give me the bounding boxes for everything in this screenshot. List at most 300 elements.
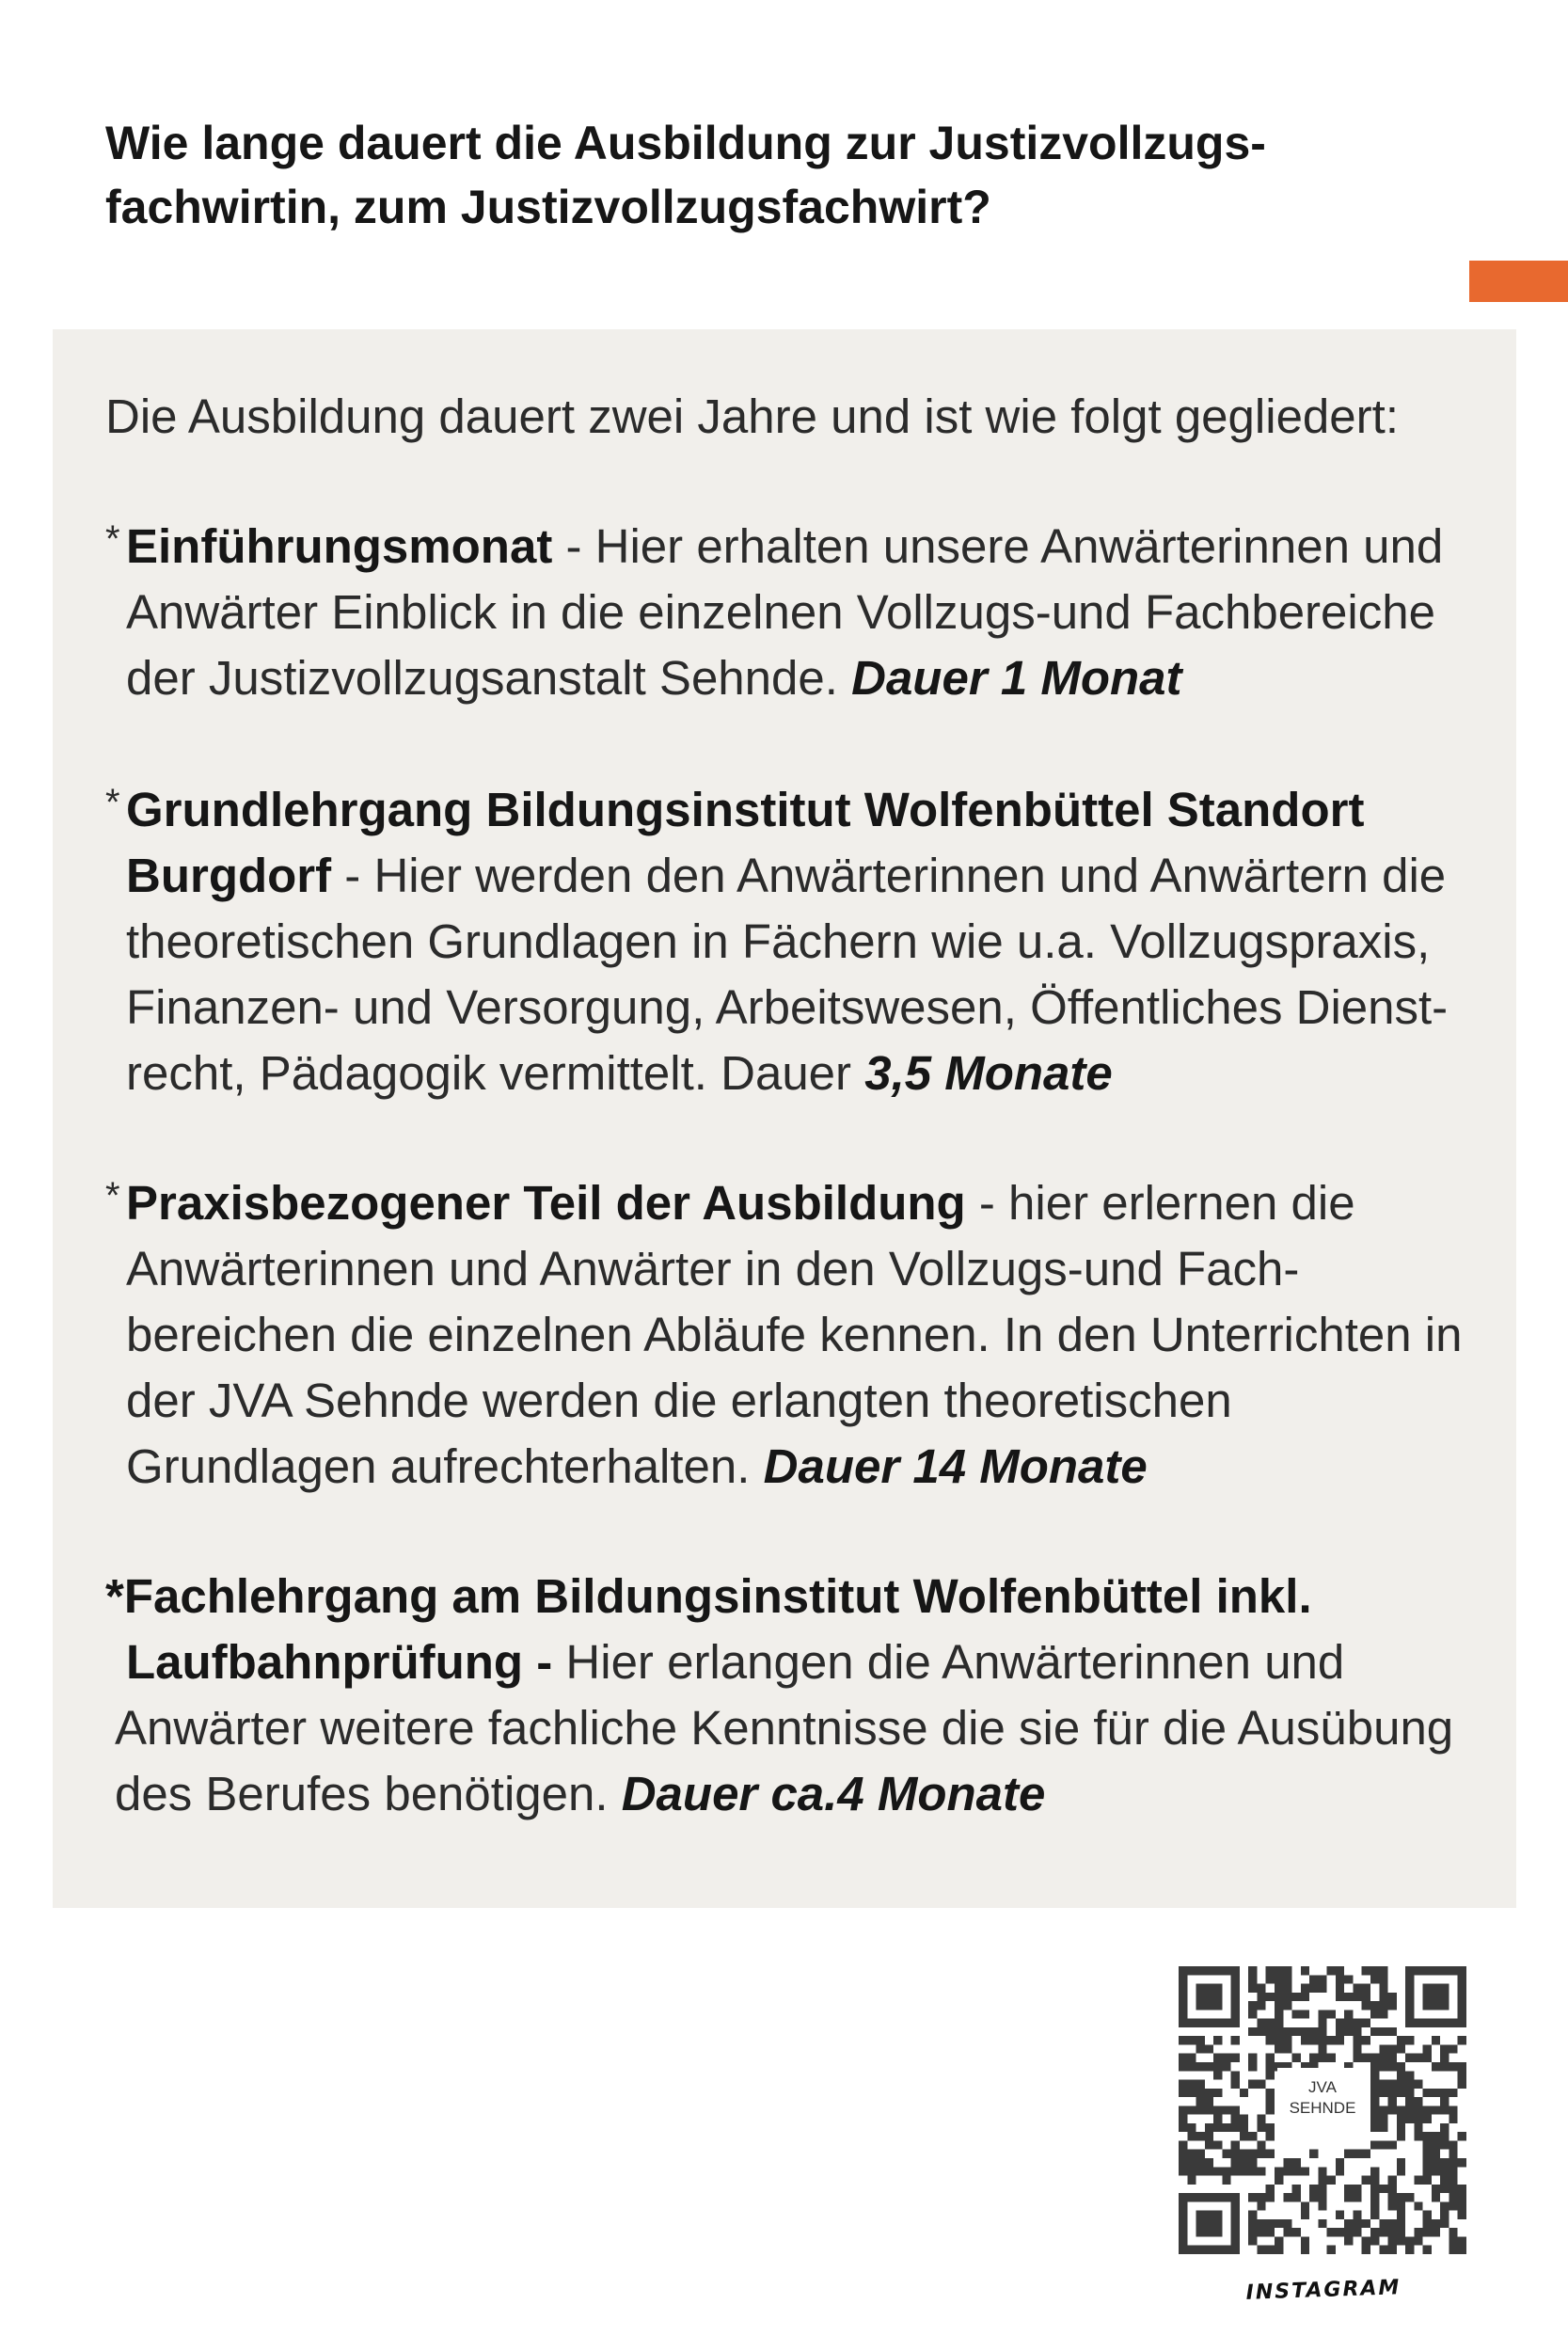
qr-module xyxy=(1187,2080,1196,2089)
qr-module xyxy=(1283,2228,1291,2236)
qr-finder-module xyxy=(1231,2201,1240,2245)
qr-module xyxy=(1405,2036,1414,2044)
qr-finder-module xyxy=(1179,2019,1240,2027)
qr-module xyxy=(1344,2236,1353,2245)
qr-module xyxy=(1458,2201,1466,2210)
qr-module xyxy=(1379,2106,1387,2114)
qr-module xyxy=(1301,2027,1309,2036)
qr-module xyxy=(1353,2036,1361,2044)
qr-module xyxy=(1248,1975,1257,1983)
qr-module xyxy=(1344,2185,1353,2193)
qr-module xyxy=(1414,2132,1422,2140)
qr-module xyxy=(1397,2062,1405,2071)
qr-module xyxy=(1388,2097,1397,2106)
qr-module xyxy=(1370,2115,1379,2123)
qr-module xyxy=(1423,2140,1432,2149)
qr-module xyxy=(1275,2236,1283,2245)
qr-module xyxy=(1336,2228,1344,2236)
intro-text: Die Ausbildung dauert zwei Jahre und ist wie folgt gegliedert: xyxy=(105,389,1399,443)
qr-module xyxy=(1370,2089,1379,2097)
qr-module xyxy=(1397,2071,1405,2079)
qr-module xyxy=(1266,2123,1275,2132)
qr-module xyxy=(1248,2001,1257,2010)
qr-module xyxy=(1292,2167,1301,2175)
qr-module xyxy=(1222,2150,1230,2158)
qr-module xyxy=(1240,2123,1248,2132)
qr-module xyxy=(1458,2185,1466,2193)
qr-module xyxy=(1449,2140,1457,2149)
qr-module xyxy=(1388,2001,1397,2010)
qr-module xyxy=(1248,2193,1257,2201)
qr-module xyxy=(1414,2176,1422,2185)
qr-module xyxy=(1370,2062,1379,2071)
qr-module xyxy=(1283,1993,1291,2001)
list-marker: * xyxy=(105,1175,120,1216)
qr-module xyxy=(1370,2123,1379,2132)
qr-module xyxy=(1449,2185,1457,2193)
qr-module xyxy=(1187,2089,1196,2097)
item-text: - Hier erhalten unsere Anwärterinnen und xyxy=(552,519,1444,573)
qr-module xyxy=(1353,2044,1361,2053)
qr-module xyxy=(1388,2027,1397,2036)
item-duration: Dauer 14 Monate xyxy=(763,1439,1148,1493)
qr-module xyxy=(1240,2132,1248,2140)
qr-module xyxy=(1213,2115,1222,2123)
qr-module xyxy=(1414,2080,1422,2089)
item-duration: Dauer 1 Monat xyxy=(851,651,1182,705)
qr-module xyxy=(1309,2054,1318,2062)
qr-module xyxy=(1379,2089,1387,2097)
qr-module xyxy=(1309,2193,1318,2201)
qr-module xyxy=(1458,2193,1466,2201)
qr-module xyxy=(1397,2228,1405,2236)
qr-module xyxy=(1318,2010,1326,2018)
qr-module xyxy=(1187,2123,1196,2132)
qr-module xyxy=(1397,2089,1405,2097)
qr-module xyxy=(1179,2036,1187,2044)
qr-module xyxy=(1196,2150,1205,2158)
qr-module xyxy=(1309,2036,1318,2044)
qr-module xyxy=(1196,2097,1205,2106)
qr-module xyxy=(1187,2176,1196,2185)
qr-finder-module xyxy=(1179,2193,1240,2201)
qr-module xyxy=(1257,2167,1265,2175)
qr-module xyxy=(1405,2193,1414,2201)
qr-module xyxy=(1379,1993,1387,2001)
qr-module xyxy=(1405,2089,1414,2097)
qr-module xyxy=(1248,2167,1257,2175)
qr-module xyxy=(1379,2219,1387,2228)
qr-module xyxy=(1179,2089,1187,2097)
qr-module xyxy=(1388,2054,1397,2062)
qr-module xyxy=(1370,2176,1379,2185)
qr-module xyxy=(1405,2097,1414,2106)
qr-module xyxy=(1370,1975,1379,1983)
qr-module xyxy=(1423,2115,1432,2123)
qr-module xyxy=(1440,2123,1449,2132)
qr-module xyxy=(1318,2176,1326,2185)
qr-module xyxy=(1257,2150,1265,2158)
qr-module xyxy=(1458,2236,1466,2245)
qr-module xyxy=(1179,2106,1187,2114)
qr-finder-module xyxy=(1179,1966,1240,1975)
qr-module xyxy=(1205,2044,1213,2053)
item-text: der Justizvollzugsanstalt Sehnde. xyxy=(126,651,852,705)
qr-module xyxy=(1283,2219,1291,2228)
qr-module xyxy=(1179,2062,1187,2071)
qr-module xyxy=(1405,2071,1414,2079)
qr-module xyxy=(1196,2158,1205,2167)
qr-module xyxy=(1248,2236,1257,2245)
qr-module xyxy=(1213,2140,1222,2149)
qr-module xyxy=(1344,1993,1353,2001)
qr-module xyxy=(1318,2185,1326,2193)
item-title: Fachlehrgang am Bildungsinstitut Wolfenbüttel inkl. xyxy=(123,1569,1312,1623)
qr-module xyxy=(1240,2167,1248,2175)
qr-module xyxy=(1379,2027,1387,2036)
qr-module xyxy=(1292,2054,1301,2062)
qr-module xyxy=(1414,2228,1422,2236)
item-line xyxy=(126,1434,1528,1500)
qr-module xyxy=(1370,2106,1379,2114)
qr-module xyxy=(1432,2106,1440,2114)
qr-module xyxy=(1379,2080,1387,2089)
qr-module xyxy=(1414,2106,1422,2114)
qr-module xyxy=(1318,2019,1326,2027)
list-item-grundlehrgang xyxy=(105,777,1528,1106)
qr-module xyxy=(1266,2027,1275,2036)
qr-module xyxy=(1257,1984,1265,1993)
qr-module xyxy=(1414,2123,1422,2132)
qr-module xyxy=(1179,2150,1187,2158)
qr-module xyxy=(1397,2036,1405,2044)
qr-module xyxy=(1327,2246,1336,2254)
qr-module xyxy=(1405,2236,1414,2245)
qr-module xyxy=(1266,2097,1275,2106)
qr-module xyxy=(1379,2001,1387,2010)
item-line xyxy=(105,1564,1507,1629)
qr-module xyxy=(1231,2071,1240,2079)
qr-module xyxy=(1353,2150,1361,2158)
qr-module xyxy=(1222,2062,1230,2071)
qr-module xyxy=(1266,2219,1275,2228)
qr-module xyxy=(1309,2027,1318,2036)
qr-module xyxy=(1196,2036,1205,2044)
qr-module xyxy=(1362,1984,1370,1993)
qr-module xyxy=(1266,2062,1275,2071)
qr-module xyxy=(1362,2150,1370,2158)
qr-module xyxy=(1275,2044,1283,2053)
qr-module xyxy=(1344,2019,1353,2027)
qr-module xyxy=(1432,2167,1440,2175)
qr-module xyxy=(1353,2027,1361,2036)
item-line: theoretischen Grundlagen in Fächern wie u.a. Vollzugspraxis, xyxy=(126,914,1431,968)
list-item-fachlehrgang xyxy=(105,1564,1507,1827)
qr-module xyxy=(1388,2062,1397,2071)
qr-module xyxy=(1231,2054,1240,2062)
qr-module xyxy=(1397,2132,1405,2140)
qr-module xyxy=(1423,2176,1432,2185)
instagram-qr-code[interactable] xyxy=(1179,1966,1466,2254)
qr-module xyxy=(1388,1993,1397,2001)
qr-module xyxy=(1379,2228,1387,2236)
qr-module xyxy=(1449,2044,1457,2053)
qr-module xyxy=(1266,2054,1275,2062)
qr-module xyxy=(1449,2158,1457,2167)
item-text: Grundlagen aufrechterhalten. xyxy=(126,1439,764,1493)
qr-module xyxy=(1275,2219,1283,2228)
qr-module xyxy=(1179,2054,1187,2062)
qr-finder-module xyxy=(1231,1975,1240,2018)
qr-module xyxy=(1344,2193,1353,2201)
qr-module xyxy=(1397,2193,1405,2201)
qr-module xyxy=(1423,2211,1432,2219)
qr-module xyxy=(1397,2219,1405,2228)
qr-module xyxy=(1240,2150,1248,2158)
qr-module xyxy=(1423,2246,1432,2254)
qr-module xyxy=(1283,2193,1291,2201)
qr-module xyxy=(1179,2140,1187,2149)
qr-module xyxy=(1379,2062,1387,2071)
qr-module xyxy=(1248,2219,1257,2228)
qr-module xyxy=(1362,1993,1370,2001)
qr-module xyxy=(1362,2219,1370,2228)
qr-module xyxy=(1213,2089,1222,2097)
qr-module xyxy=(1388,2106,1397,2114)
qr-module xyxy=(1205,2158,1213,2167)
qr-module xyxy=(1301,2010,1309,2018)
qr-module xyxy=(1344,1975,1353,1983)
qr-module xyxy=(1196,2080,1205,2089)
qr-module xyxy=(1248,2211,1257,2219)
item-line xyxy=(126,645,1528,711)
qr-module xyxy=(1336,2167,1344,2175)
qr-module xyxy=(1405,2115,1414,2123)
qr-module xyxy=(1379,2185,1387,2193)
qr-module xyxy=(1362,2236,1370,2245)
qr-module xyxy=(1187,2062,1196,2071)
qr-module xyxy=(1440,2062,1449,2071)
qr-module xyxy=(1362,2001,1370,2010)
qr-module xyxy=(1362,2036,1370,2044)
qr-module xyxy=(1179,2167,1187,2175)
qr-module xyxy=(1196,2089,1205,2097)
item-text: recht, Pädagogik vermittelt. Dauer xyxy=(126,1046,865,1100)
page-heading xyxy=(105,111,1441,239)
qr-module xyxy=(1449,2106,1457,2114)
qr-module xyxy=(1440,2158,1449,2167)
qr-module xyxy=(1318,2219,1326,2228)
qr-module xyxy=(1283,1975,1291,1983)
qr-module xyxy=(1388,2236,1397,2245)
qr-module xyxy=(1231,2158,1240,2167)
qr-module xyxy=(1458,2036,1466,2044)
qr-module xyxy=(1248,2132,1257,2140)
qr-module xyxy=(1432,2193,1440,2201)
qr-module xyxy=(1336,2036,1344,2044)
qr-module xyxy=(1266,2106,1275,2114)
qr-module xyxy=(1423,2132,1432,2140)
qr-module xyxy=(1275,1984,1283,1993)
item-text: Hier erlangen die Anwärterinnen und xyxy=(552,1635,1345,1689)
item-text: - Hier werden den Anwärterinnen und Anwärtern die xyxy=(331,849,1447,902)
item-line xyxy=(105,1629,1507,1695)
qr-module xyxy=(1275,2010,1283,2018)
qr-module xyxy=(1449,2246,1457,2254)
qr-module xyxy=(1353,1984,1361,1993)
heading-line-2: fachwirtin, zum Justizvollzugsfachwirt? xyxy=(105,181,991,233)
qr-module xyxy=(1257,2080,1265,2089)
qr-module xyxy=(1353,2193,1361,2201)
qr-module xyxy=(1388,2201,1397,2210)
qr-module xyxy=(1423,2219,1432,2228)
qr-module xyxy=(1379,1984,1387,1993)
qr-module xyxy=(1370,2167,1379,2175)
item-text: - hier erlernen die xyxy=(965,1176,1355,1230)
item-line: der JVA Sehnde werden die erlangten theoretischen xyxy=(126,1374,1232,1427)
qr-module xyxy=(1423,2106,1432,2114)
qr-module xyxy=(1196,2167,1205,2175)
qr-module xyxy=(1362,2019,1370,2027)
qr-module xyxy=(1196,2106,1205,2114)
qr-module xyxy=(1423,2228,1432,2236)
qr-module xyxy=(1301,2167,1309,2175)
qr-module xyxy=(1432,2158,1440,2167)
qr-module xyxy=(1222,2167,1230,2175)
qr-module xyxy=(1336,1975,1344,1983)
list-item-einfuehrungsmonat xyxy=(105,514,1528,711)
item-title: Praxisbezogener Teil der Ausbildung xyxy=(126,1176,966,1230)
item-duration: 3,5 Monate xyxy=(864,1046,1113,1100)
qr-module xyxy=(1275,1975,1283,1983)
qr-module xyxy=(1266,2185,1275,2193)
qr-module xyxy=(1344,2027,1353,2036)
qr-module xyxy=(1414,2115,1422,2123)
qr-module xyxy=(1379,2054,1387,2062)
qr-module xyxy=(1432,2185,1440,2193)
qr-module xyxy=(1257,2001,1265,2010)
qr-module xyxy=(1344,2219,1353,2228)
list-marker: * xyxy=(105,1569,124,1623)
qr-module xyxy=(1362,1966,1370,1975)
qr-module xyxy=(1370,2201,1379,2210)
qr-module xyxy=(1266,2019,1275,2027)
qr-module xyxy=(1458,2211,1466,2219)
qr-module xyxy=(1370,2071,1379,2079)
qr-module xyxy=(1231,2123,1240,2132)
qr-finder-module xyxy=(1458,1975,1466,2018)
qr-module xyxy=(1187,2106,1196,2114)
qr-module xyxy=(1458,2158,1466,2167)
qr-module xyxy=(1344,2228,1353,2236)
qr-module xyxy=(1440,2140,1449,2149)
qr-label-line-2: SEHNDE xyxy=(1289,2099,1356,2117)
qr-module xyxy=(1362,2176,1370,2185)
heading-line-1: Wie lange dauert die Ausbildung zur Justizvollzugs- xyxy=(105,117,1266,169)
qr-module xyxy=(1379,1975,1387,1983)
item-line xyxy=(126,1041,1528,1106)
qr-module xyxy=(1231,2140,1240,2149)
item-text: des Berufes benötigen. xyxy=(115,1767,622,1820)
qr-finder-module xyxy=(1196,2211,1223,2237)
qr-module xyxy=(1397,2211,1405,2219)
qr-module xyxy=(1423,2167,1432,2175)
qr-module xyxy=(1257,2123,1265,2132)
qr-module xyxy=(1301,2236,1309,2245)
qr-module xyxy=(1370,2228,1379,2236)
qr-module xyxy=(1275,2019,1283,2027)
qr-module xyxy=(1318,2027,1326,2036)
qr-module xyxy=(1318,2036,1326,2044)
qr-module xyxy=(1283,2167,1291,2175)
qr-module xyxy=(1309,1984,1318,1993)
qr-module xyxy=(1205,2106,1213,2114)
qr-module xyxy=(1318,2193,1326,2201)
qr-module xyxy=(1397,2167,1405,2175)
qr-module xyxy=(1301,1984,1309,1993)
qr-module xyxy=(1327,2010,1336,2018)
qr-module xyxy=(1292,2158,1301,2167)
qr-module xyxy=(1301,2201,1309,2210)
qr-module xyxy=(1414,2097,1422,2106)
qr-module xyxy=(1318,2054,1326,2062)
qr-module xyxy=(1388,2246,1397,2254)
qr-module xyxy=(1388,2089,1397,2097)
qr-finder-module xyxy=(1405,1975,1414,2018)
qr-finder-module xyxy=(1405,2019,1466,2027)
qr-module xyxy=(1318,2201,1326,2210)
qr-module xyxy=(1423,2044,1432,2053)
qr-module xyxy=(1222,2123,1230,2132)
qr-module xyxy=(1257,2140,1265,2149)
qr-module xyxy=(1283,2027,1291,2036)
qr-module xyxy=(1257,1993,1265,2001)
item-line: Anwärter weitere fachliche Kenntnisse die sie für die Ausübung xyxy=(115,1701,1454,1755)
qr-module xyxy=(1266,1966,1275,1975)
qr-module xyxy=(1388,2140,1397,2149)
qr-module xyxy=(1414,2054,1422,2062)
qr-module xyxy=(1301,1966,1309,1975)
qr-module xyxy=(1449,2193,1457,2201)
item-title-continued: Burgdorf xyxy=(126,849,332,902)
qr-module xyxy=(1292,2027,1301,2036)
qr-finder-module xyxy=(1179,1975,1187,2018)
qr-module xyxy=(1283,2036,1291,2044)
qr-module xyxy=(1196,2132,1205,2140)
qr-module xyxy=(1336,2019,1344,2027)
qr-module xyxy=(1248,2228,1257,2236)
qr-module xyxy=(1370,2140,1379,2149)
qr-module xyxy=(1379,2010,1387,2018)
qr-module xyxy=(1327,2054,1336,2062)
qr-module xyxy=(1344,2150,1353,2158)
qr-module xyxy=(1370,2193,1379,2201)
qr-module xyxy=(1275,2167,1283,2175)
item-line: Anwärter Einblick in die einzelnen Vollzugs-und Fachbereiche xyxy=(126,585,1435,639)
qr-module xyxy=(1353,1993,1361,2001)
qr-module xyxy=(1440,2132,1449,2140)
qr-module xyxy=(1301,2246,1309,2254)
qr-module xyxy=(1231,2150,1240,2158)
qr-module xyxy=(1336,1993,1344,2001)
qr-module xyxy=(1353,2228,1361,2236)
qr-module xyxy=(1275,2027,1283,2036)
qr-module xyxy=(1414,2201,1422,2210)
qr-module xyxy=(1449,2228,1457,2236)
qr-module xyxy=(1353,2219,1361,2228)
qr-module xyxy=(1440,2054,1449,2062)
qr-module xyxy=(1205,2140,1213,2149)
